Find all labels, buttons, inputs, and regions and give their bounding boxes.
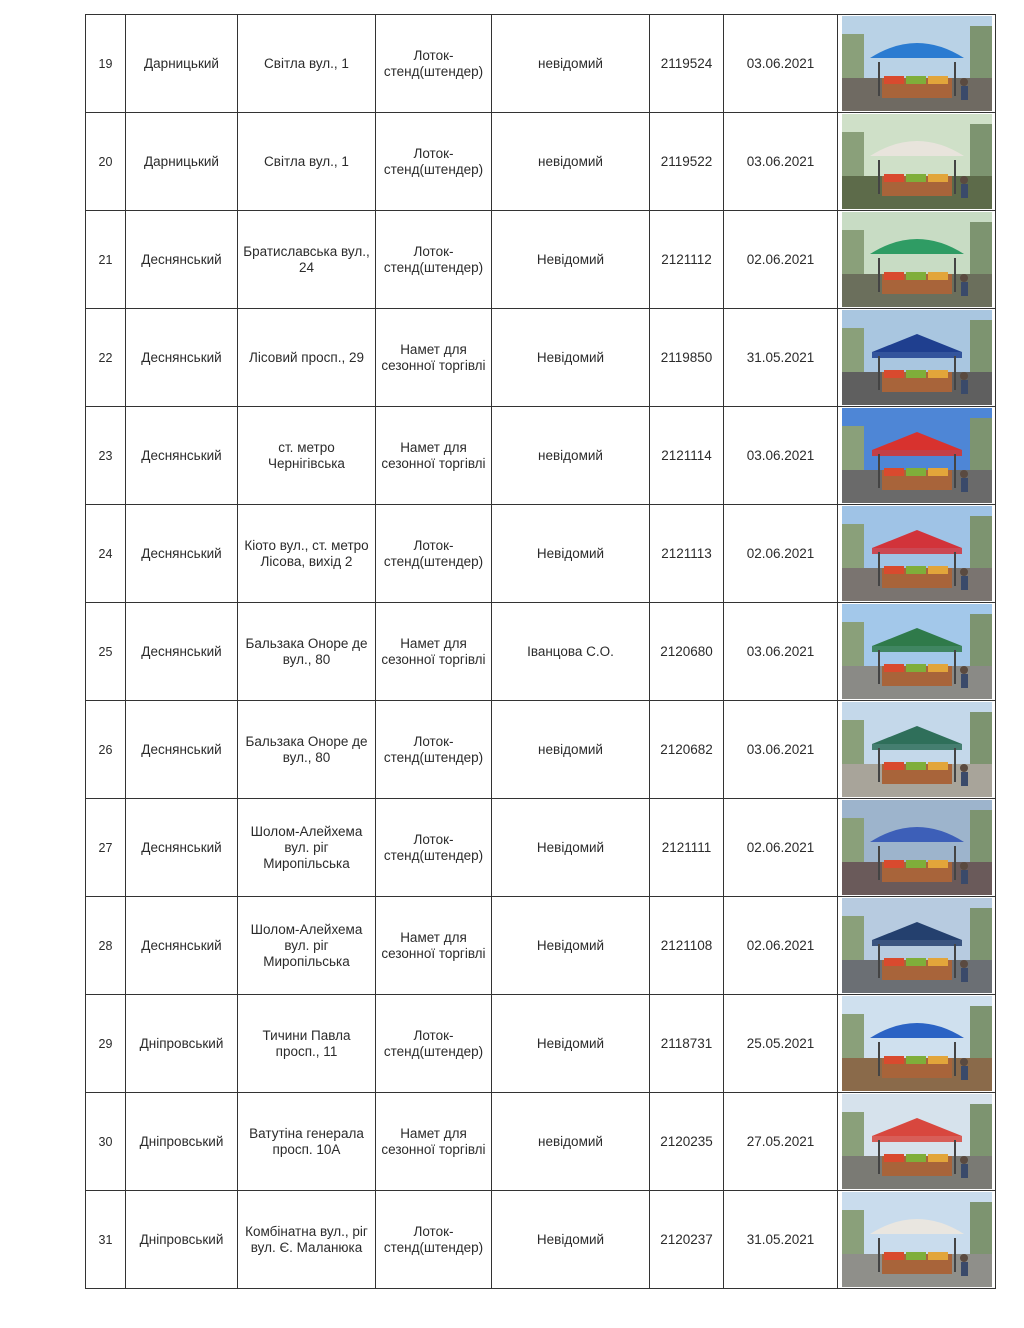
- date-cell: 25.05.2021: [724, 995, 838, 1093]
- owner-cell: Невідомий: [492, 309, 650, 407]
- stall-photo: [842, 604, 992, 699]
- table-row: [86, 897, 996, 995]
- address-cell: ст. метро Чернігівська: [238, 407, 376, 505]
- stall-photo: [842, 506, 992, 601]
- registry-id-cell: 2120235: [650, 1093, 724, 1191]
- row-number-cell: 24: [86, 505, 126, 603]
- photo-cell: [838, 799, 996, 897]
- table-row: [86, 603, 996, 701]
- owner-cell: Невідомий: [492, 995, 650, 1093]
- table-row: [86, 799, 996, 897]
- object-type-cell: Лоток-стенд(штендер): [376, 15, 492, 113]
- table-row: [86, 407, 996, 505]
- owner-cell: невідомий: [492, 701, 650, 799]
- object-type-cell: Лоток-стенд(штендер): [376, 995, 492, 1093]
- stall-photo: [842, 114, 992, 209]
- table-row: [86, 701, 996, 799]
- address-cell: Лісовий просп., 29: [238, 309, 376, 407]
- photo-cell: [838, 701, 996, 799]
- owner-cell: невідомий: [492, 407, 650, 505]
- address-cell: Шолом-Алейхема вул. ріг Миропільська: [238, 799, 376, 897]
- photo-cell: [838, 15, 996, 113]
- date-cell: 03.06.2021: [724, 701, 838, 799]
- address-cell: Бальзака Оноре де вул., 80: [238, 603, 376, 701]
- address-cell: Шолом-Алейхема вул. ріг Миропільська: [238, 897, 376, 995]
- district-cell: Дніпровський: [126, 995, 238, 1093]
- address-cell: Ватутіна генерала просп. 10А: [238, 1093, 376, 1191]
- registry-id-cell: 2119522: [650, 113, 724, 211]
- registry-id-cell: 2121112: [650, 211, 724, 309]
- stall-photo: [842, 1192, 992, 1287]
- date-cell: 03.06.2021: [724, 407, 838, 505]
- photo-cell: [838, 995, 996, 1093]
- table-row: [86, 15, 996, 113]
- date-cell: 03.06.2021: [724, 113, 838, 211]
- stall-photo: [842, 898, 992, 993]
- object-type-cell: Лоток-стенд(штендер): [376, 211, 492, 309]
- owner-cell: невідомий: [492, 1093, 650, 1191]
- owner-cell: Невідомий: [492, 211, 650, 309]
- photo-cell: [838, 407, 996, 505]
- document-sheet: [85, 14, 995, 1289]
- row-number-cell: 19: [86, 15, 126, 113]
- object-type-cell: Намет для сезонної торгівлі: [376, 407, 492, 505]
- date-cell: 03.06.2021: [724, 15, 838, 113]
- district-cell: Деснянський: [126, 799, 238, 897]
- address-cell: Світла вул., 1: [238, 15, 376, 113]
- date-cell: 31.05.2021: [724, 309, 838, 407]
- object-type-cell: Лоток-стенд(штендер): [376, 701, 492, 799]
- table-row: [86, 995, 996, 1093]
- district-cell: Дніпровський: [126, 1191, 238, 1289]
- registry-id-cell: 2121114: [650, 407, 724, 505]
- stall-photo: [842, 702, 992, 797]
- district-cell: Деснянський: [126, 211, 238, 309]
- date-cell: 02.06.2021: [724, 799, 838, 897]
- table-row: [86, 505, 996, 603]
- row-number-cell: 22: [86, 309, 126, 407]
- district-cell: Деснянський: [126, 407, 238, 505]
- date-cell: 02.06.2021: [724, 505, 838, 603]
- date-cell: 02.06.2021: [724, 211, 838, 309]
- object-type-cell: Намет для сезонної торгівлі: [376, 603, 492, 701]
- photo-cell: [838, 897, 996, 995]
- object-type-cell: Лоток-стенд(штендер): [376, 505, 492, 603]
- date-cell: 02.06.2021: [724, 897, 838, 995]
- address-cell: Тичини Павла просп., 11: [238, 995, 376, 1093]
- owner-cell: невідомий: [492, 15, 650, 113]
- object-type-cell: Лоток-стенд(штендер): [376, 1191, 492, 1289]
- table-row: [86, 211, 996, 309]
- registry-id-cell: 2120680: [650, 603, 724, 701]
- owner-cell: Невідомий: [492, 505, 650, 603]
- registry-id-cell: 2118731: [650, 995, 724, 1093]
- owner-cell: Невідомий: [492, 1191, 650, 1289]
- row-number-cell: 31: [86, 1191, 126, 1289]
- photo-cell: [838, 1191, 996, 1289]
- address-cell: Кіото вул., ст. метро Лісова, вихід 2: [238, 505, 376, 603]
- stall-photo: [842, 16, 992, 111]
- table-row: [86, 309, 996, 407]
- date-cell: 03.06.2021: [724, 603, 838, 701]
- photo-cell: [838, 1093, 996, 1191]
- owner-cell: невідомий: [492, 113, 650, 211]
- stall-photo: [842, 212, 992, 307]
- object-type-cell: Намет для сезонної торгівлі: [376, 897, 492, 995]
- table-row: [86, 1191, 996, 1289]
- district-cell: Дарницький: [126, 113, 238, 211]
- district-cell: Деснянський: [126, 505, 238, 603]
- row-number-cell: 30: [86, 1093, 126, 1191]
- object-type-cell: Намет для сезонної торгівлі: [376, 309, 492, 407]
- object-type-cell: Намет для сезонної торгівлі: [376, 1093, 492, 1191]
- row-number-cell: 21: [86, 211, 126, 309]
- registry-id-cell: 2121111: [650, 799, 724, 897]
- stall-photo: [842, 996, 992, 1091]
- photo-cell: [838, 603, 996, 701]
- stall-photo: [842, 800, 992, 895]
- district-cell: Деснянський: [126, 701, 238, 799]
- address-cell: Братиславська вул., 24: [238, 211, 376, 309]
- photo-cell: [838, 309, 996, 407]
- row-number-cell: 20: [86, 113, 126, 211]
- photo-cell: [838, 113, 996, 211]
- district-cell: Деснянський: [126, 603, 238, 701]
- table-row: [86, 113, 996, 211]
- district-cell: Деснянський: [126, 897, 238, 995]
- object-type-cell: Лоток-стенд(штендер): [376, 113, 492, 211]
- registry-id-cell: 2120682: [650, 701, 724, 799]
- stall-photo: [842, 408, 992, 503]
- registry-id-cell: 2119524: [650, 15, 724, 113]
- row-number-cell: 23: [86, 407, 126, 505]
- stall-photo: [842, 310, 992, 405]
- registry-id-cell: 2120237: [650, 1191, 724, 1289]
- row-number-cell: 28: [86, 897, 126, 995]
- photo-cell: [838, 505, 996, 603]
- owner-cell: Іванцова С.О.: [492, 603, 650, 701]
- photo-cell: [838, 211, 996, 309]
- address-cell: Комбінатна вул., ріг вул. Є. Маланюка: [238, 1191, 376, 1289]
- address-cell: Бальзака Оноре де вул., 80: [238, 701, 376, 799]
- district-cell: Дарницький: [126, 15, 238, 113]
- object-type-cell: Лоток-стенд(штендер): [376, 799, 492, 897]
- owner-cell: Невідомий: [492, 897, 650, 995]
- owner-cell: Невідомий: [492, 799, 650, 897]
- row-number-cell: 26: [86, 701, 126, 799]
- registry-id-cell: 2119850: [650, 309, 724, 407]
- registry-id-cell: 2121108: [650, 897, 724, 995]
- row-number-cell: 27: [86, 799, 126, 897]
- trade-points-table: [85, 14, 996, 1289]
- address-cell: Світла вул., 1: [238, 113, 376, 211]
- table-row: [86, 1093, 996, 1191]
- date-cell: 27.05.2021: [724, 1093, 838, 1191]
- district-cell: Дніпровський: [126, 1093, 238, 1191]
- stall-photo: [842, 1094, 992, 1189]
- date-cell: 31.05.2021: [724, 1191, 838, 1289]
- district-cell: Деснянський: [126, 309, 238, 407]
- registry-id-cell: 2121113: [650, 505, 724, 603]
- row-number-cell: 29: [86, 995, 126, 1093]
- row-number-cell: 25: [86, 603, 126, 701]
